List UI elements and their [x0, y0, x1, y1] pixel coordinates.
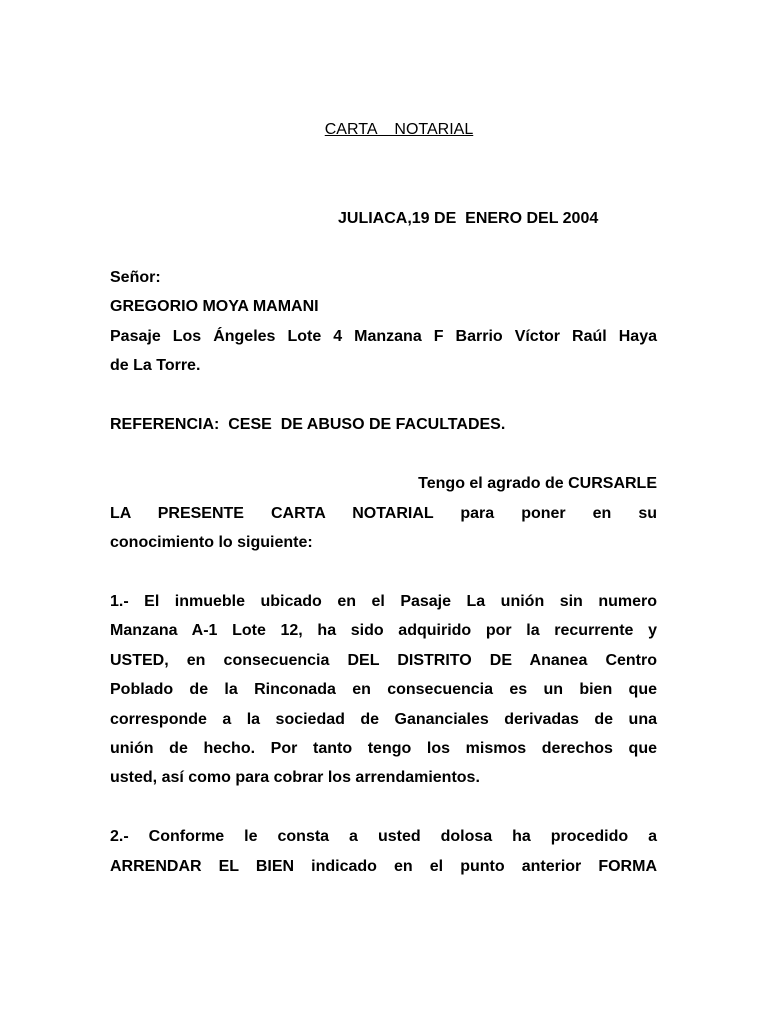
intro-line-1: Tengo el agrado de CURSARLE: [418, 475, 657, 492]
point-1-line-4: Poblado de la Rinconada en consecuencia es un bien que: [110, 681, 657, 698]
recipient-name: GREGORIO MOYA MAMANI: [110, 298, 319, 315]
reference-line: REFERENCIA: CESE DE ABUSO DE FACULTADES.: [110, 416, 506, 433]
point-1-line-3: USTED, en consecuencia DEL DISTRITO DE Ananea Centro: [110, 652, 657, 669]
recipient-salutation: Señor:: [110, 269, 161, 286]
point-1-line-6: unión de hecho. Por tanto tengo los mismos derechos que: [110, 740, 657, 757]
recipient-address-line-1: Pasaje Los Ángeles Lote 4 Manzana F Barrio Víctor Raúl Haya: [110, 328, 657, 345]
point-2-line-2: ARRENDAR EL BIEN indicado en el punto anterior FORMA: [110, 858, 657, 875]
point-1-line-7: usted, así como para cobrar los arrendamientos.: [110, 769, 480, 786]
document-date: JULIACA,19 DE ENERO DEL 2004: [338, 210, 599, 227]
intro-line-3: conocimiento lo siguiente:: [110, 534, 313, 551]
recipient-address-line-2: de La Torre.: [110, 357, 201, 374]
intro-line-2: LA PRESENTE CARTA NOTARIAL para poner en su: [110, 505, 657, 522]
point-1-line-5: corresponde a la sociedad de Gananciales derivadas de una: [110, 711, 657, 728]
point-1-line-1: 1.- El inmueble ubicado en el Pasaje La unión sin numero: [110, 593, 657, 610]
document-title: CARTA NOTARIAL: [324, 121, 474, 138]
point-1-line-2: Manzana A-1 Lote 12, ha sido adquirido por la recurrente y: [110, 622, 657, 639]
point-2-line-1: 2.- Conforme le consta a usted dolosa ha procedido a: [110, 828, 657, 845]
